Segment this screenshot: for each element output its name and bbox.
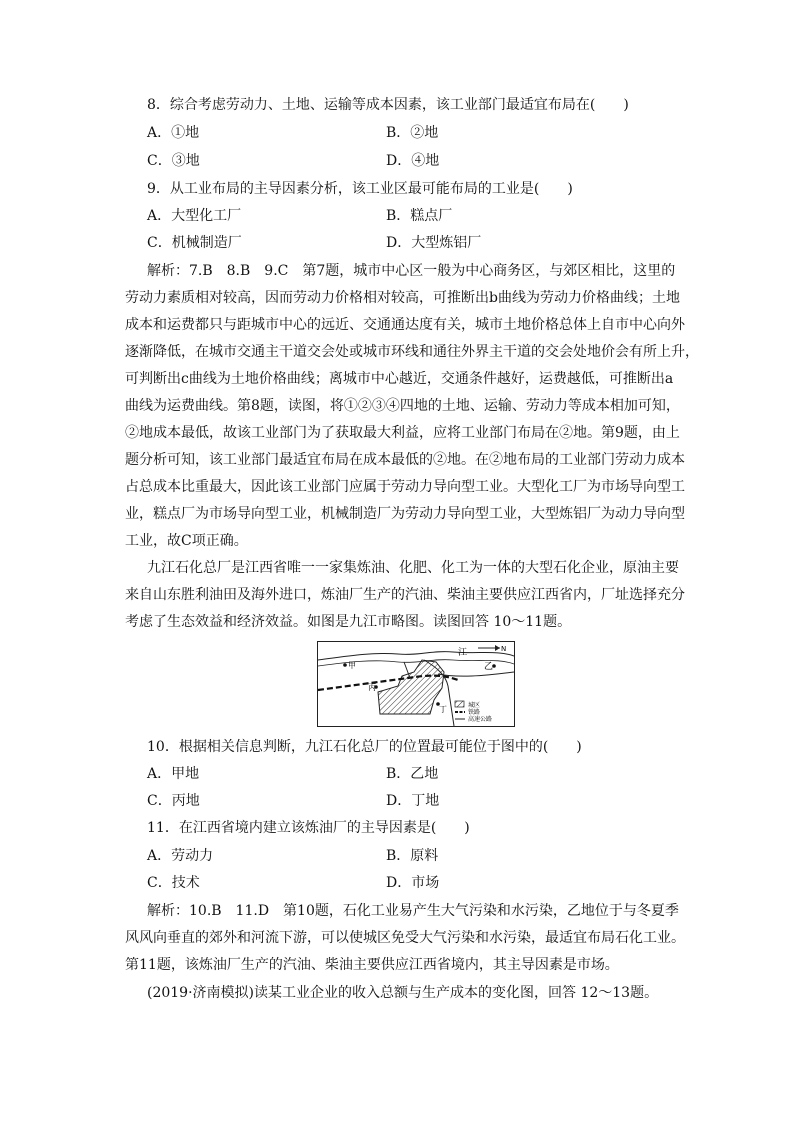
q11-option-b: B．原料	[386, 848, 439, 864]
analysis-line: 风风向垂直的郊外和河流下游，可以使城区免受大气污染和水污染，最适宜布局石化工业。	[125, 930, 685, 946]
intro-line: 考虑了生态效益和经济效益。如图是九江市略图。读图回答 10～11题。	[125, 614, 572, 630]
city-area	[378, 660, 444, 714]
q8-option-a: A．①地	[147, 125, 200, 141]
analysis-line: 解析：10.B 11.D 第10题，石化工业易产生大气污染和水污染，乙地位于与冬夏季	[147, 903, 679, 919]
q9-option-b: B．糕点厂	[386, 208, 453, 224]
intro-12-13: (2019·济南模拟)读某工业企业的收入总额与生产成本的变化图，回答 12～13题。	[147, 985, 659, 1001]
legend-highway-label: 高速公路	[468, 716, 493, 723]
label-jia: 甲	[348, 661, 356, 670]
intro-line: 来自山东胜利油田及海外进口，炼油厂生产的汽油、柴油主要供应江西省内，厂址选择充分	[125, 587, 685, 603]
intro-line: 九江石化总厂是江西省唯一一家集炼油、化肥、化工为一体的大型石化企业，原油主要	[147, 560, 679, 576]
analysis-line: ②地成本最低，故该工业部门为了获取最大利益，应将工业部门布局在②地。第9题，由上	[125, 425, 680, 441]
q10-option-b: B．乙地	[386, 766, 439, 782]
analysis-line: 占总成本比重最大，因此该工业部门应属于劳动力导向型工业。大型化工厂为市场导向型工	[125, 479, 685, 495]
point-jia	[343, 663, 347, 667]
analysis-line: 解析：7.B 8.B 9.C 第7题，城市中心区一般为中心商务区，与郊区相比，这里的	[147, 263, 676, 279]
q10-option-c: C．丙地	[147, 793, 200, 809]
q9-option-a: A．大型化工厂	[147, 208, 242, 224]
analysis-line: 业，糕点厂为市场导向型工业，机械制造厂为劳动力导向型工业，大型炼铝厂为动力导向型	[125, 506, 685, 522]
question-11-stem: 11．在江西省境内建立该炼油厂的主导因素是( )	[147, 820, 470, 836]
analysis-line: 第11题，该炼油厂生产的汽油、柴油主要供应江西省境内，其主导因素是市场。	[125, 957, 619, 973]
q10-option-d: D．丁地	[386, 793, 440, 809]
q11-option-c: C．技术	[147, 875, 200, 891]
river	[318, 652, 514, 660]
legend-railway-label: 铁路	[468, 709, 481, 716]
analysis-line: 逐渐降低，在城市交通主干道交会处或城市环线和通往外界主干道的交会处地价会有所上升，	[125, 344, 699, 360]
q11-option-a: A．劳动力	[147, 848, 214, 864]
q8-option-d: D．④地	[386, 153, 440, 169]
label-ding: 丁	[439, 705, 447, 714]
legend-city-swatch	[455, 701, 464, 707]
analysis-line: 可判断出c曲线为土地价格曲线；离城市中心越近，交通条件越好，运费越低，可推断出a	[125, 371, 674, 387]
q11-option-d: D．市场	[386, 875, 440, 891]
q8-option-b: B．②地	[386, 125, 439, 141]
question-9-stem: 9．从工业布局的主导因素分析，该工业区最可能布局的工业是( )	[147, 181, 573, 197]
map-drawing	[318, 642, 514, 726]
highway	[438, 672, 514, 676]
jiujiang-map	[317, 641, 515, 727]
analysis-line: 劳动力素质相对较高，因而劳动力价格相对较高，可推断出b曲线为劳动力价格曲线；土地	[125, 290, 680, 306]
analysis-line: 成本和运费都只与距城市中心的远近、交通通达度有关，城市土地价格总体上自市中心向外	[125, 317, 685, 333]
label-jiang: 江	[458, 648, 468, 658]
analysis-line: 工业，故C项正确。	[125, 533, 248, 549]
question-8-stem: 8．综合考虑劳动力、土地、运输等成本因素，该工业部门最适宜布局在( )	[147, 97, 629, 113]
analysis-line: 题分析可知，该工业部门最适宜布局在成本最低的②地。在②地布局的工业部门劳动力成本	[125, 452, 685, 468]
label-north: N	[501, 645, 507, 653]
question-10-stem: 10．根据相关信息判断，九江石化总厂的位置最可能位于图中的( )	[147, 739, 582, 755]
analysis-line: 曲线为运费曲线。第8题，读图，将①②③④四地的土地、运输、劳动力等成本相加可知，	[125, 398, 680, 414]
q9-option-c: C．机械制造厂	[147, 235, 242, 251]
label-yi: 乙	[484, 662, 494, 672]
q8-option-c: C．③地	[147, 153, 200, 169]
legend-city-label: 城区	[468, 702, 481, 709]
label-bing: 丙	[368, 683, 376, 692]
q9-option-d: D．大型炼铝厂	[386, 235, 482, 251]
q10-option-a: A．甲地	[147, 766, 200, 782]
